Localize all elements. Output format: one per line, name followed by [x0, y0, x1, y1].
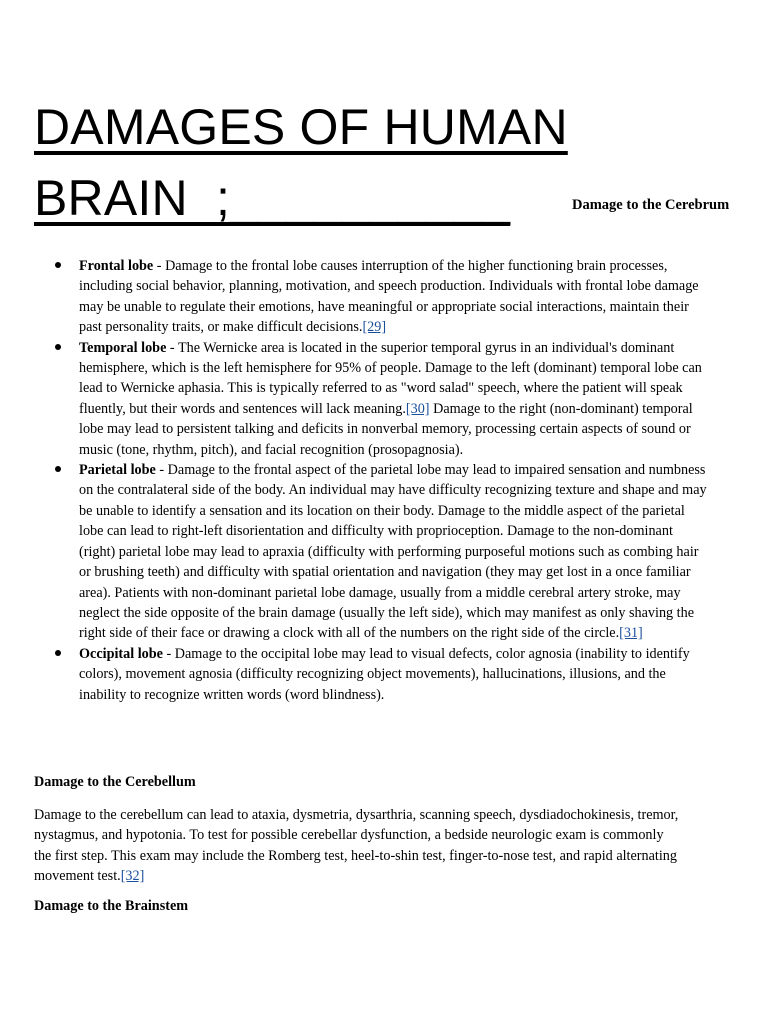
page-title-line-1: DAMAGES OF HUMAN [34, 99, 568, 155]
term-temporal-lobe: Temporal lobe [79, 339, 167, 356]
citation-link-32[interactable]: [32] [120, 868, 145, 885]
temporal-lobe-text-continued: Damage to the right (non-dominant) temporal lobe may lead to persistent talking and deficits in nonverbal memory, processing certain aspects of sound or music (tone, rhythm, pitch), and facial recognition (prosopagnosia). [79, 400, 693, 458]
page-title [34, 92, 568, 234]
cerebellum-paragraph [34, 805, 682, 887]
separator: - [155, 462, 168, 479]
term-frontal-lobe: Frontal lobe [79, 258, 154, 274]
occipital-lobe-text: Damage to the occipital lobe may lead to visual defects, color agnosia (inability to identify colors), movement agnosia (difficulty recognizing object movements), hallucinations, illusions, and the inability to recognize written words (word blindness). [79, 645, 690, 703]
list-item-parietal-lobe [79, 460, 711, 644]
list-item-temporal-lobe [79, 338, 711, 460]
parietal-lobe-text: Damage to the frontal aspect of the parietal lobe may lead to impaired sensation and numbness on the contralateral side of the body. An individual may have difficulty recognizing texture and shape and may be unable to identify a sensation and its location on their body. Damage to the middle aspect of the parietal lobe can lead to right-left disorientation and difficulty with proprioception. Damage to the non-dominant (right) parietal lobe may lead to apraxia (difficulty with performing purposeful motions such as combing hair or brushing teeth) and difficulty with spatial orientation and navigation (they may get lost in a once familiar area). Patients with non-dominant parietal lobe damage, usually from a middle cerebral artery stroke, may neglect the side opposite of the brain damage (usually the left side), which may manifest as only shaving the right side of their face or drawing a clock with all of the numbers on the right side of the circle. [79, 462, 707, 642]
separator: - [153, 258, 166, 274]
page-title-line-2: BRAIN ;__________ [34, 170, 511, 226]
separator: - [162, 645, 175, 662]
citation-link-31[interactable]: [31] [619, 625, 643, 642]
term-parietal-lobe: Parietal lobe [79, 462, 156, 479]
separator: - [166, 339, 178, 356]
cerebellum-text: Damage to the cerebellum can lead to ataxia, dysmetria, dysarthria, scanning speech, dysdiadochokinesis, tremor, nystagmus, and hypotonia. To test for possible cerebellar dysfunction, a bedside neurologic exam is commonly the first step. This exam may include the Romberg test, heel-to-shin test, finger-to-nose test, and rapid alternating movement test. [34, 807, 679, 885]
brainstem-heading: Damage to the Brainstem [34, 898, 189, 914]
lobe-list [50, 256, 711, 705]
citation-link-30[interactable]: [30] [405, 400, 430, 417]
list-item-frontal-lobe [79, 256, 711, 338]
temporal-lobe-text: The Wernicke area is located in the superior temporal gyrus in an individual's dominant hemisphere, which is the left hemisphere for 95% of people. Damage to the left (dominant) temporal lobe can lead to Wernicke aphasia. This is typically referred to as "word salad" speech, where the patient will speak fluently, but their words and sentences will lack meaning. [79, 339, 702, 417]
cerebellum-heading: Damage to the Cerebellum [34, 774, 196, 790]
citation-link-29[interactable]: [29] [362, 319, 387, 336]
cerebrum-heading: Damage to the Cerebrum [572, 197, 730, 213]
list-item-occipital-lobe [79, 644, 711, 705]
frontal-lobe-text: Damage to the frontal lobe causes interruption of the higher functioning brain processes, including social behavior, planning, motivation, and speech production. Individuals with frontal lobe damage may be unable to regulate their emotions, have meaningful or appropriate social interactions, maintain their past personality traits, or make difficult decisions. [79, 258, 699, 336]
term-occipital-lobe: Occipital lobe [79, 645, 163, 662]
